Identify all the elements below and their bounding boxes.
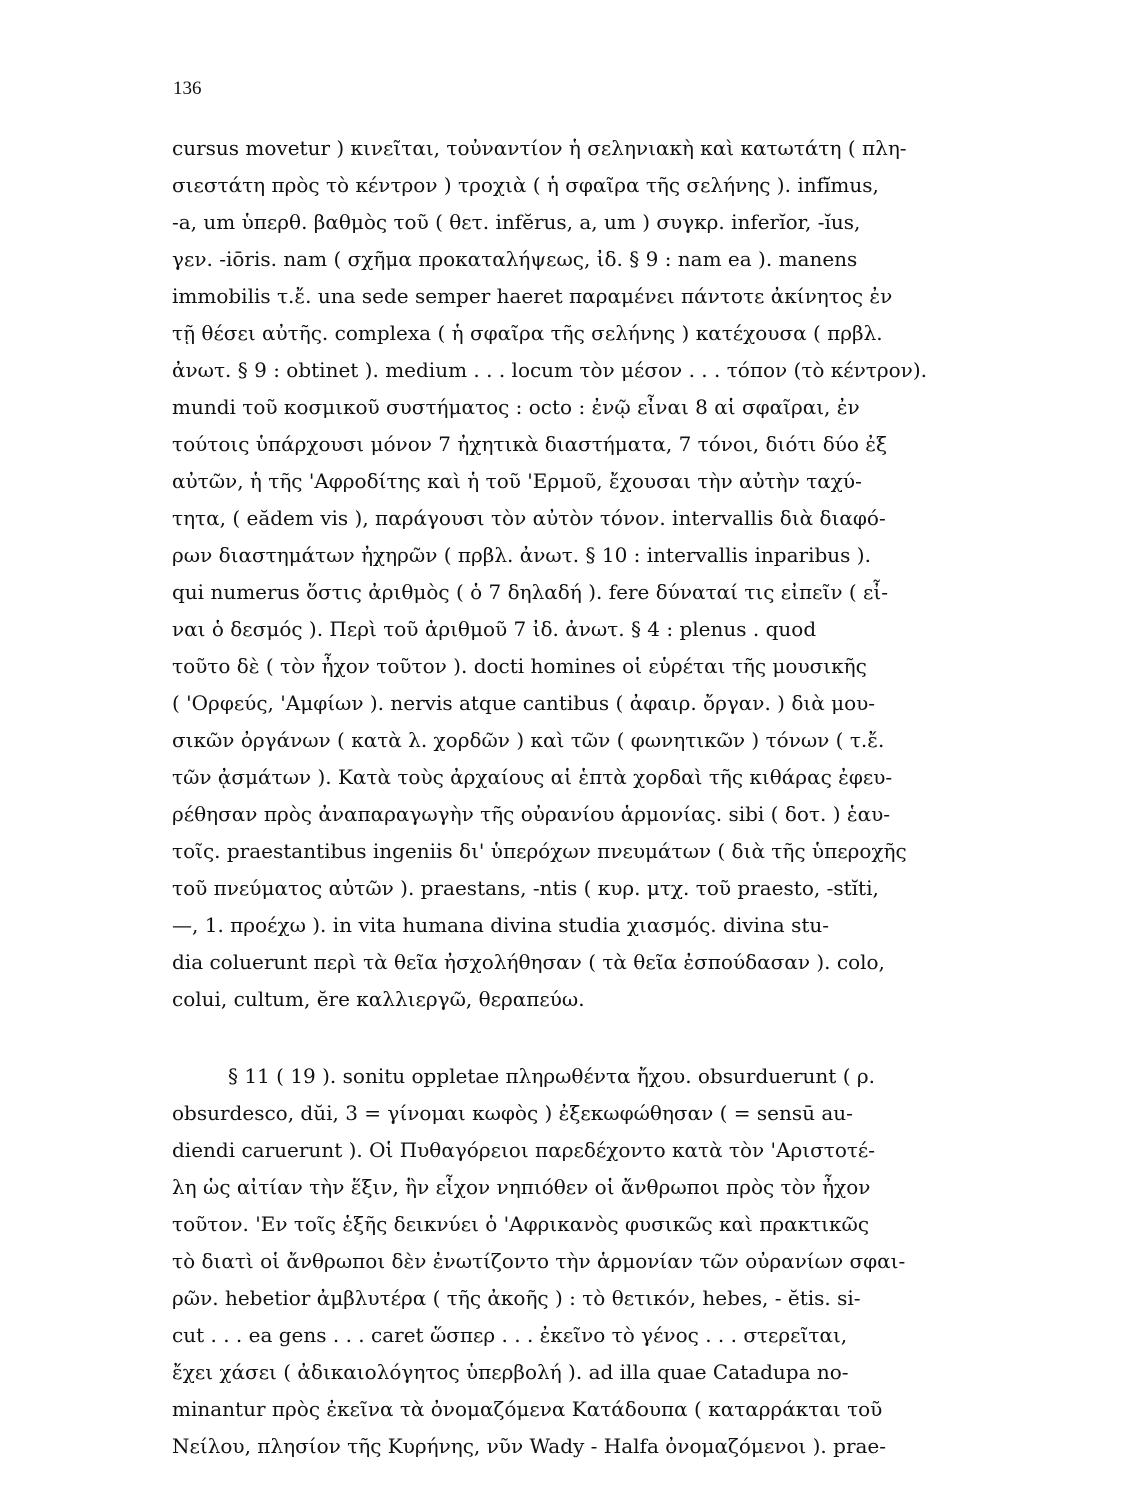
text-line: ρων διαστημάτων ἠχηρῶν ( πρβλ. ἀνωτ. § 10 : intervallis inparibus ). [172,543,871,567]
text-line: ( 'Ορφεύς, 'Αμφίων ). nervis atque cantibus ( ἀφαιρ. ὄργαν. ) διὰ μου- [172,691,876,715]
paragraph-2 [172,1058,1042,1465]
text-line: immobilis τ.ἔ. una sede semper haeret παραμένει πάντοτε ἀκίνητος ἐν [172,284,893,308]
text-line: cursus movetur ) κινεῖται, τοὐναντίον ἡ σεληνιακὴ καὶ κατωτάτη ( πλη- [172,136,907,160]
text-line: αὐτῶν, ἡ τῆς 'Αφροδίτης καὶ ἡ τοῦ 'Ερμοῦ, ἔχουσαι τὴν αὐτὴν ταχύ- [172,469,862,493]
text-line: τῶν ᾀσμάτων ). Κατὰ τοὺς ἀρχαίους αἱ ἑπτὰ χορδαὶ τῆς κιθάρας ἐφευ- [172,765,893,789]
text-line: ἔχει χάσει ( ἀδικαιολόγητος ὑπερβολή ). ad illa quae Catadupa no- [172,1360,849,1384]
text-line: —, 1. προέχω ). in vita humana divina studia χιασμός. divina stu- [172,913,830,937]
text-line: τητα, ( eădem vis ), παράγουσι τὸν αὐτὸν τόνον. intervallis διὰ διαφό- [172,506,886,530]
text-line: dia coluerunt περὶ τὰ θεῖα ἠσχολήθησαν ( τὰ θεῖα ἐσπούδασαν ). colo, [172,950,885,974]
text-line: τοῦτον. 'Εν τοῖς ἑξῆς δεικνύει ὁ 'Αφρικανὸς φυσικῶς καὶ πρακτικῶς [172,1212,870,1236]
text-line: τοῦ πνεύματος αὐτῶν ). praestans, -ntis ( κυρ. μτχ. τοῦ praesto, -stĭti, [172,876,879,900]
text-line: minantur πρὸς ἐκεῖνα τὰ ὀνομαζόμενα Κατάδουπα ( καταρράκται τοῦ [172,1397,883,1421]
text-line: τὸ διατὶ οἱ ἄνθρωποι δὲν ἐνωτίζοντο τὴν ἁρμονίαν τῶν οὐρανίων σφαι- [172,1249,906,1273]
text-line: diendi caruerunt ). Οἱ Πυθαγόρειοι παρεδέχοντο κατὰ τὸν 'Αριστοτέ- [172,1138,876,1162]
text-line: ρέθησαν πρὸς ἀναπαραγωγὴν τῆς οὐρανίου ἁρμονίας. sibi ( δοτ. ) ἑαυ- [172,802,891,826]
text-line: Νείλου, πλησίον τῆς Κυρήνης, νῦν Wady - Halfa ὀνομαζόμενοι ). prae- [172,1434,887,1458]
text-line: λη ὡς αἰτίαν τὴν ἕξιν, ἣν εἶχον νηπιόθεν οἱ ἄνθρωποι πρὸς τὸν ἦχον [172,1175,871,1199]
text-line: σικῶν ὀργάνων ( κατὰ λ. χορδῶν ) καὶ τῶν ( φωνητικῶν ) τόνων ( τ.ἔ. [172,728,885,752]
text-line: σιεστάτη πρὸς τὸ κέντρον ) τροχιὰ ( ἡ σφαῖρα τῆς σελήνης ). infĭmus, [172,173,879,197]
text-line: qui numerus ὅστις ἀριθμὸς ( ὁ 7 δηλαδή ). fere δύναταί τις εἰπεῖν ( εἶ- [172,580,888,604]
text-line: colui, cultum, ĕre καλλιεργῶ, θεραπεύω. [172,987,585,1011]
text-line: ἀνωτ. § 9 : obtinet ). medium . . . locum τὸν μέσον . . . τόπον (τὸ κέντρον). [172,358,927,382]
body-text [172,130,1042,1465]
text-line: cut . . . ea gens . . . caret ὥσπερ . . . ἐκεῖνο τὸ γένος . . . στερεῖται, [172,1323,848,1347]
text-line: τούτοις ὑπάρχουσι μόνον 7 ἠχητικὰ διαστήματα, 7 τόνοι, διότι δύο ἐξ [172,432,888,456]
text-line: τοῖς. praestantibus ingeniis δι' ὑπερόχων πνευμάτων ( διὰ τῆς ὑπεροχῆς [172,839,907,863]
text-line: τοῦτο δὲ ( τὸν ἦχον τοῦτον ). docti homines οἱ εὑρέται τῆς μουσικῆς [172,654,867,678]
text-line: τῇ θέσει αὐτῆς. complexa ( ἡ σφαῖρα τῆς σελήνης ) κατέχουσα ( πρβλ. [172,321,883,345]
text-line: ρῶν. hebetior ἀμβλυτέρα ( τῆς ἀκοῆς ) : τὸ θετικόν, hebes, - ĕtis. si- [172,1286,861,1310]
text-line: ναι ὁ δεσμός ). Περὶ τοῦ ἀριθμοῦ 7 ἰδ. ἀνωτ. § 4 : plenus . quod [172,617,817,641]
text-line: § 11 ( 19 ). sonitu oppletae πληρωθέντα ἤχου. obsurduerunt ( ρ. [228,1064,875,1088]
page-number: 136 [173,78,202,99]
text-line: -a, um ὑπερθ. βαθμὸς τοῦ ( θετ. infĕrus, a, um ) συγκρ. inferĭor, -ĭus, [172,210,861,234]
paragraph-1 [172,130,1042,1018]
text-line: obsurdesco, dŭi, 3 = γίνομαι κωφὸς ) ἐξεκωφώθησαν ( = sensū au- [172,1101,853,1125]
text-line: γεν. -iōris. nam ( σχῆμα προκαταλήψεως, ἰδ. § 9 : nam ea ). manens [172,247,858,271]
paragraph-gap [172,1018,1042,1058]
text-line: mundi τοῦ κοσμικοῦ συστήματος : octo : ἐνῷ εἶναι 8 αἱ σφαῖραι, ἐν [172,395,860,419]
